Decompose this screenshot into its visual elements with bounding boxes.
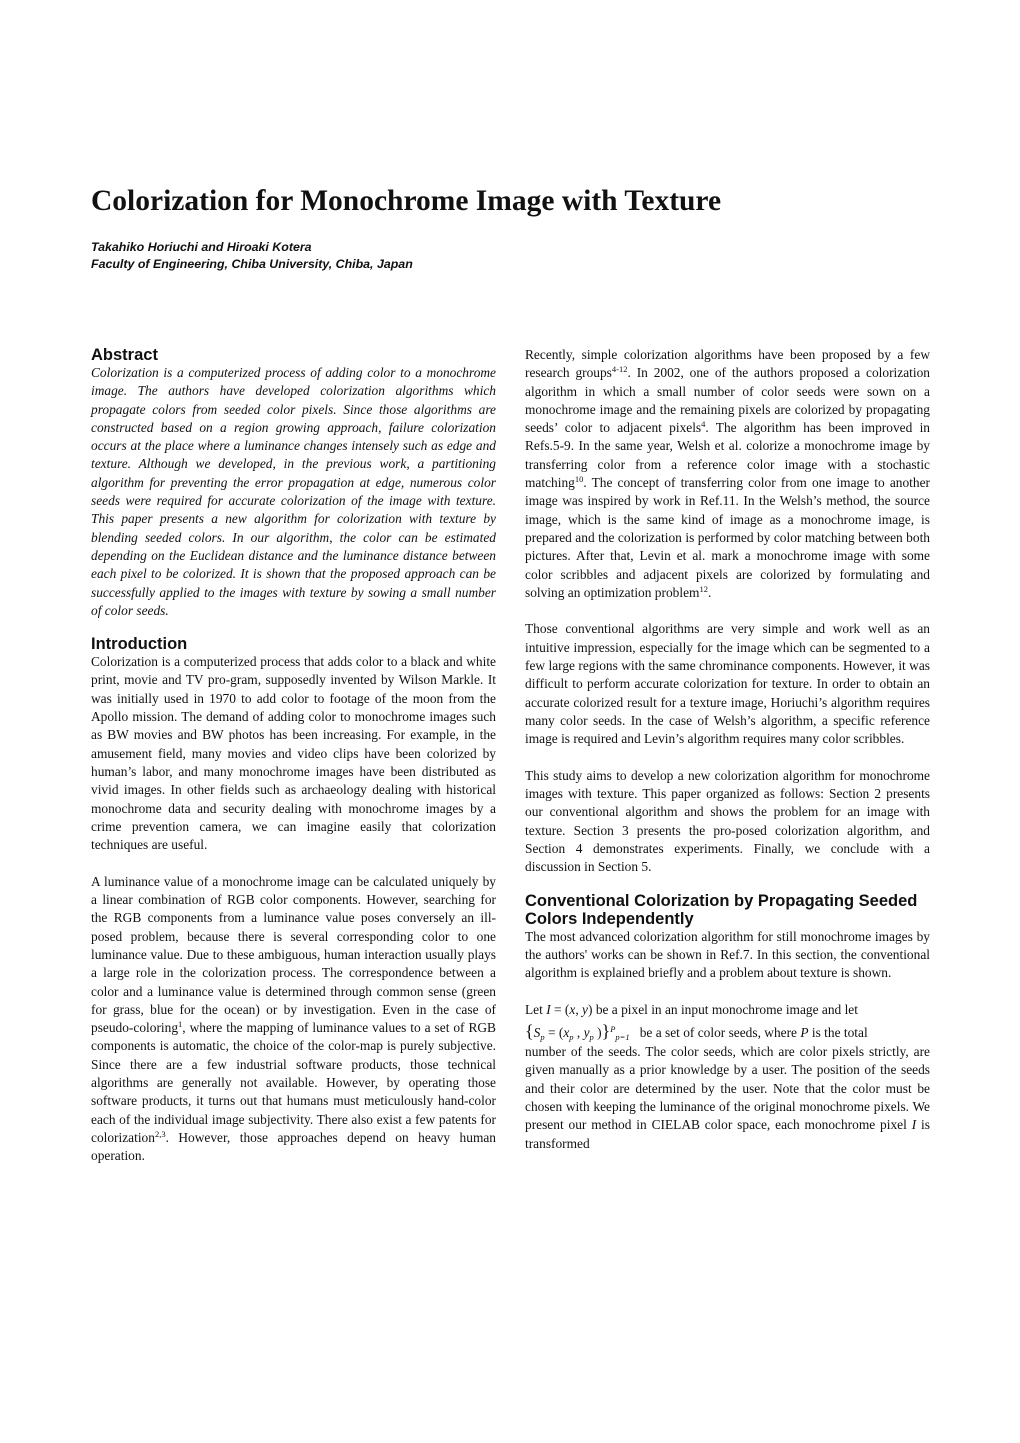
- author-block: [91, 239, 413, 273]
- equation-seed-set: {$S_p = (x_p$ , $y_p$ )}$^P_{p=1}$ be a set of color seeds, where P is the total: [525, 1021, 868, 1043]
- section2-paragraph-1: The most advanced colorization algorithm for still monochrome images by the authors' works can be shown in Ref.7. In this section, the conventional algorithm is explained briefly and a problem about texture is shown.: [525, 928, 930, 981]
- citation-ref: 10: [574, 474, 584, 485]
- section2-paragraph-2: Let I = (x, y) be a pixel in an input monochrome image and let {$S_p = (x_p$ , $y_p$ )}$^P_{p=1}$ be a set of color seeds, where P is the total number of the seeds. The color seeds, which are color pixels strictly, are given manually as a prior knowledge by a user. The position of the seeds and their color are determined by the user. Note that the color must be chosen with keeping the luminance of the original monochrome pixels. We present our method in CIELAB color space, each monochrome pixel I is transformed: [525, 1001, 930, 1151]
- citation-ref: 12: [699, 583, 708, 594]
- introduction-paragraph-1: Colorization is a computerized process that adds color to a black and white print, movie and TV pro-gram, supposedly invented by Wilson Markle. It was initially used in 1970 to add color to footage of the moon from the Apollo mission. The demand of adding color to monochrome images such as BW movies and BW photos has been increasing. For example, in the amusement field, many movies and video clips have been colorized by human’s labor, and many monochrome images have been distributed as vivid images. In other fields such as archaeology dealing with historical monochrome data and security dealing with monochrome images by a crime prevention camera, we can imagine easily that colorization techniques are useful.: [91, 654, 496, 853]
- abstract-heading: Abstract: [91, 346, 158, 364]
- related-work-paragraph: Recently, simple colorization algorithms have been proposed by a few research groups$^{4-12}$. In 2002, one of the authors proposed a colorization algorithm in which a small number of color seeds were sown on a monochrome image and the remaining pixels are colorized by propagating seeds’ color to adjacent pixels$^4$. The algorithm has been improved in Refs.5-9. In the same year, Welsh et al. colorize a monochrome image by transferring color from a reference color image with a stochastic matching$^{10}$. The concept of transferring color from one image to another image was inspired by work in Ref.11. In the Welsh’s method, the source image, which is the same kind of image as a monochrome image, is prepared and the colorization is performed by color matching between both pictures. After that, Levin et al. mark a monochrome image with some color scribbles and adjacent pixels are colorized by formulating and solving an optimization problem$^{12}$.: [525, 347, 930, 600]
- citation-ref: 4: [701, 419, 706, 430]
- right-column: [525, 346, 930, 1153]
- equation-pixel: I: [546, 1001, 551, 1017]
- section2-heading: Conventional Colorization by Propagating Seeded Colors Independently: [525, 891, 918, 928]
- citation-ref: 1: [178, 1019, 183, 1030]
- author-affiliation: Faculty of Engineering, Chiba University, Chiba, Japan: [91, 257, 413, 271]
- abstract-text: Colorization is a computerized process of adding color to a monochrome image. The authors have developed colorization algorithms which propagate colors from seeded color pixels. Since those algorithms are constructed based on a region growing approach, failure colorization occurs at the place where a luminance changes intensely such as edge and texture. Although we developed, in the previous work, a partitioning algorithm for preventing the error propagation at edge, numerous color seeds were required for accurate colorization of the image with texture. This paper presents a new algorithm for colorization with texture by blending seeded colors. In our algorithm, the color can be estimated depending on the Euclidean distance and the luminance distance between each pixel to be colorized. It is shown that the proposed approach can be successfully applied to the images with texture by sowing a small number of color seeds.: [91, 365, 496, 618]
- introduction-paragraph-2: A luminance value of a monochrome image can be calculated uniquely by a linear combination of RGB color components. However, searching for the RGB components from a luminance value poses conversely an ill-posed problem, because there is several corresponding color to one luminance value. Due to these ambiguous, human interaction usually plays a large role in the colorization process. The correspondence between a color and a luminance value is determined through common sense (green for grass, blue for the ocean) or by investigation. Even in the case of pseudo-coloring$^1$, where the mapping of luminance values to a set of RGB components is automatic, the choice of the color-map is purely subjective. Since there are a few industrial software products, those technical algorithms are generally not available. However, by operating those software products, it turns out that humans must meticulously hand-color each of the individual image subjectivity. There also exist a few patents for colorization$^{2,3}$. However, those approaches depend on heavy human operation.: [91, 873, 496, 1164]
- citation-ref: 4-12: [611, 364, 628, 375]
- paper-title: Colorization for Monochrome Image with Texture: [91, 185, 722, 217]
- limitations-paragraph: Those conventional algorithms are very simple and work well as an intuitive impression, especially for the image which can be segmented to a few large regions with the same chrominance components. However, it was difficult to perform accurate colorization for texture. In order to obtain an accurate colorized result for a texture image, Horiuchi’s algorithm requires many color seeds. In the case of Welsh’s algorithm, a specific reference image is required and Levin’s algorithm requires many color scribbles.: [525, 621, 930, 747]
- outline-paragraph: This study aims to develop a new colorization algorithm for monochrome images with texture. This paper organized as follows: Section 2 presents our conventional algorithm and shows the problem for an image with texture. Section 3 presents the pro-posed colorization algorithm, and Section 4 demonstrates experiments. Finally, we conclude with a discussion in Section 5.: [525, 767, 930, 875]
- author-names: Takahiko Horiuchi and Hiroaki Kotera: [91, 240, 312, 254]
- citation-ref: 2,3: [154, 1128, 166, 1139]
- left-column: [91, 346, 496, 1165]
- introduction-heading: Introduction: [91, 635, 188, 654]
